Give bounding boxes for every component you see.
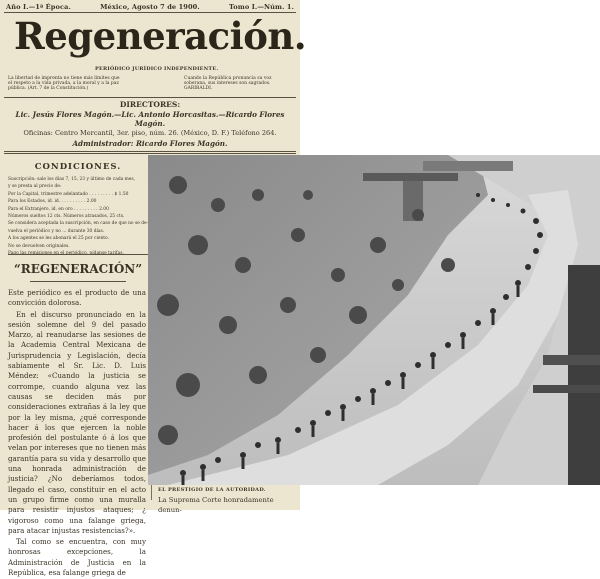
condiciones-line: y se presta al precio de:: [8, 184, 62, 190]
masthead-note-right: Cuando la República pronuncia su voz soberana, sus intereses son sagrados. GARIBALDI.: [184, 76, 272, 92]
administrador-line: Administrador: Ricardo Flores Magón.: [72, 139, 228, 148]
second-column-text: La Suprema Corte honradamente denun-: [158, 496, 274, 514]
article-paragraph: En el discurso pronunciado en la sesión solemne del 9 del pasado Marzo, al reanudarse las sesiones de la Academia Central Mexicana de Jurisprudencia y Legislación, decía sabiamente el Sr. Lic. D. Luis Méndez: «Cuando la justicia se corrompe, cuando alguna vez las causas se deciden más por consideraciones extrañas á la ley que por la ley misma, ¿qué corresponde hacer á los que ejercen la noble profesión del postulante ó á los que velan por intereses que no tienen más garantía para su vida y desarrollo que una honrada administración de justicia? ¿No deberíamos todos, llegado el caso, constituir en el acto un grupo firme como una muralla para resistir injustos ataques; ¿ vigoroso como una falange griega, para atacar injustas resistencias?».: [8, 309, 146, 535]
divider: [4, 153, 296, 154]
condiciones-line: Números sueltos 12 cts. Números atrasados, 25 cts.: [8, 214, 125, 220]
historical-photograph: [148, 155, 600, 485]
condiciones-line: No se devuelven originales.: [8, 243, 70, 249]
condiciones-line: A los agentes se les abonará el 25 por ciento.: [8, 236, 110, 242]
article-paragraph: Tal como se encuentra, con muy honrosas excepciones, la Administración de Justicia en la República, esa falange griega de: [8, 537, 146, 578]
masthead-volume: Tomo I.—Núm. 1.: [229, 3, 294, 11]
divider: [4, 151, 296, 152]
condiciones-line: Por la Capital, trimestre adelantado . . . . . . . . . $ 1.50: [8, 191, 129, 197]
newspaper-title: Regeneración.: [14, 14, 307, 58]
directores-heading: DIRECTORES:: [119, 100, 181, 109]
condiciones-lines: [8, 176, 148, 257]
condiciones-line: Para el Extranjero, id. en oro . . . . . . . . . 2.00: [8, 206, 109, 212]
divider: [30, 281, 126, 282]
masthead-header-line: [6, 3, 294, 11]
article-paragraph: Este periódico es el producto de una convicción dolorosa.: [8, 288, 146, 308]
article-heading: “REGENERACIÓN”: [13, 262, 143, 276]
article-body: [8, 288, 146, 579]
masthead-date: México, Agosto 7 de 1900.: [100, 3, 200, 11]
condiciones-line: vuelva el periódico y no ... durante 30 días.: [8, 228, 105, 234]
condiciones-line: Suscripción: sale los días 7, 15, 23 y último de cada mes,: [8, 177, 136, 182]
divider: [4, 12, 296, 13]
oficinas-line: Oficinas: Centro Mercantil, 3er. piso, núm. 26. (México, D. F.) Teléfono 264.: [23, 129, 277, 137]
newspaper-subtitle: PERIÓDICO JURÍDICO INDEPENDIENTE.: [95, 66, 219, 72]
condiciones-line: Para los Estados, id. id. . . . . . . . . . 2.00: [8, 199, 97, 205]
directores-names: Lic. Jesús Flores Magón.—Lic. Antonio Horcasitas.—Ricardo Flores Magón.: [15, 110, 285, 128]
masthead-note-left: La libertad de imprenta no tiene más límites que el respeto a la vida privada, a la moral y a la paz pública. (Art. 7 de la Constitución.): [8, 76, 120, 92]
condiciones-heading: CONDICIONES.: [34, 162, 122, 172]
condiciones-line: Se considera aceptada la suscripción, en caso de que no se de-: [8, 221, 149, 227]
photo-caption: EL PRESTIGIO DE LA AUTORIDAD.: [158, 487, 266, 493]
masthead-year: Año I.—1ª Época.: [6, 3, 71, 11]
divider: [4, 97, 296, 98]
divider: [8, 254, 148, 255]
